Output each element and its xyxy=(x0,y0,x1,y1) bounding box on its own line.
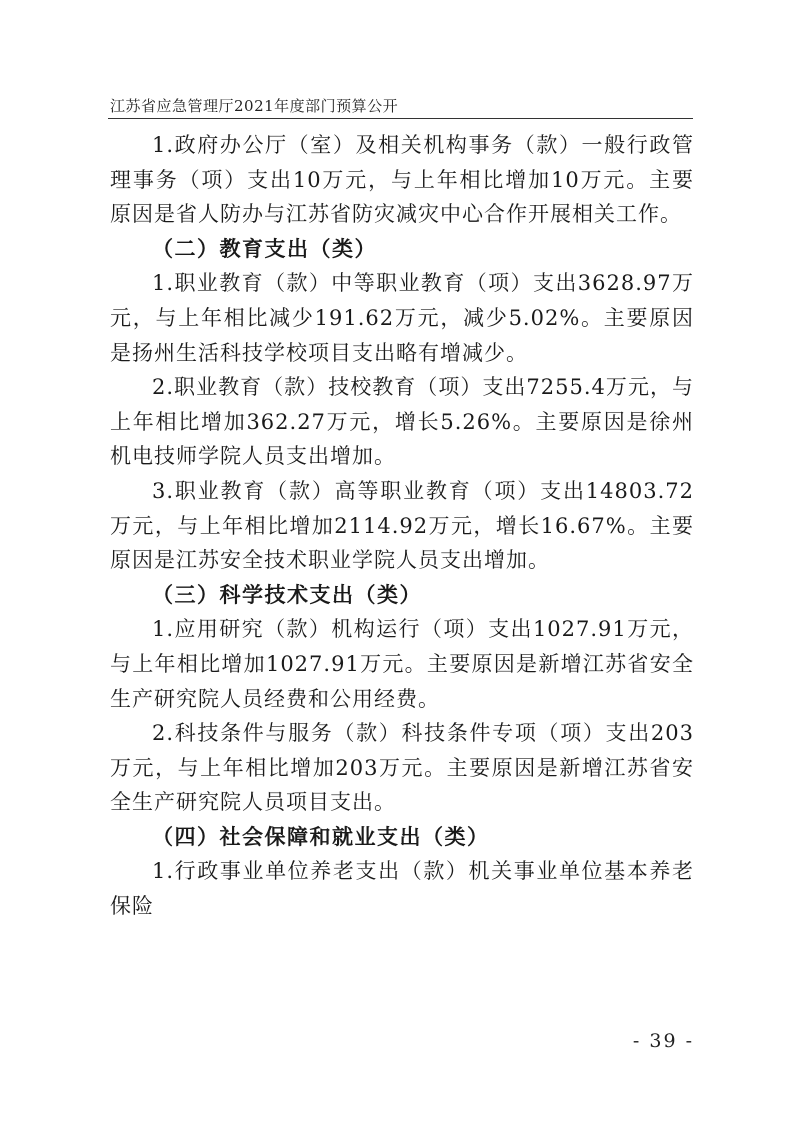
body-text xyxy=(110,128,694,924)
header-rule xyxy=(108,118,693,119)
paragraph: 2.职业教育（款）技校教育（项）支出7255.4万元，与上年相比增加362.27万元，增长5.26%。主要原因是徐州机电技师学院人员支出增加。 xyxy=(110,375,694,469)
section-heading: （四）社会保障和就业支出（类） xyxy=(152,823,490,849)
paragraph: 1.职业教育（款）中等职业教育（项）支出3628.97万元，与上年相比减少191.62万元，减少5.02%。主要原因是扬州生活科技学校项目支出略有增减少。 xyxy=(110,271,694,365)
section-heading: （三）科学技术支出（类） xyxy=(152,581,422,607)
paragraph: 2.科技条件与服务（款）科技条件专项（项）支出203万元，与上年相比增加203万元。主要原因是新增江苏省安全生产研究院人员项目支出。 xyxy=(110,721,694,815)
paragraph: 1.应用研究（款）机构运行（项）支出1027.91万元，与上年相比增加1027.91万元。主要原因是新增江苏省安全生产研究院人员经费和公用经费。 xyxy=(110,617,694,711)
paragraph: 1.政府办公厅（室）及相关机构事务（款）一般行政管理事务（项）支出10万元，与上年相比增加10万元。主要原因是省人防办与江苏省防灾减灾中心合作开展相关工作。 xyxy=(110,133,694,227)
page-number: - 39 - xyxy=(632,1030,694,1052)
paragraph: 3.职业教育（款）高等职业教育（项）支出14803.72万元，与上年相比增加2114.92万元，增长16.67%。主要原因是江苏安全技术职业学院人员支出增加。 xyxy=(110,478,694,573)
paragraph: 1.行政事业单位养老支出（款）机关事业单位基本养老保险 xyxy=(110,859,694,919)
section-heading: （二）教育支出（类） xyxy=(152,235,377,261)
running-header: 江苏省应急管理厅2021年度部门预算公开 xyxy=(110,97,399,115)
